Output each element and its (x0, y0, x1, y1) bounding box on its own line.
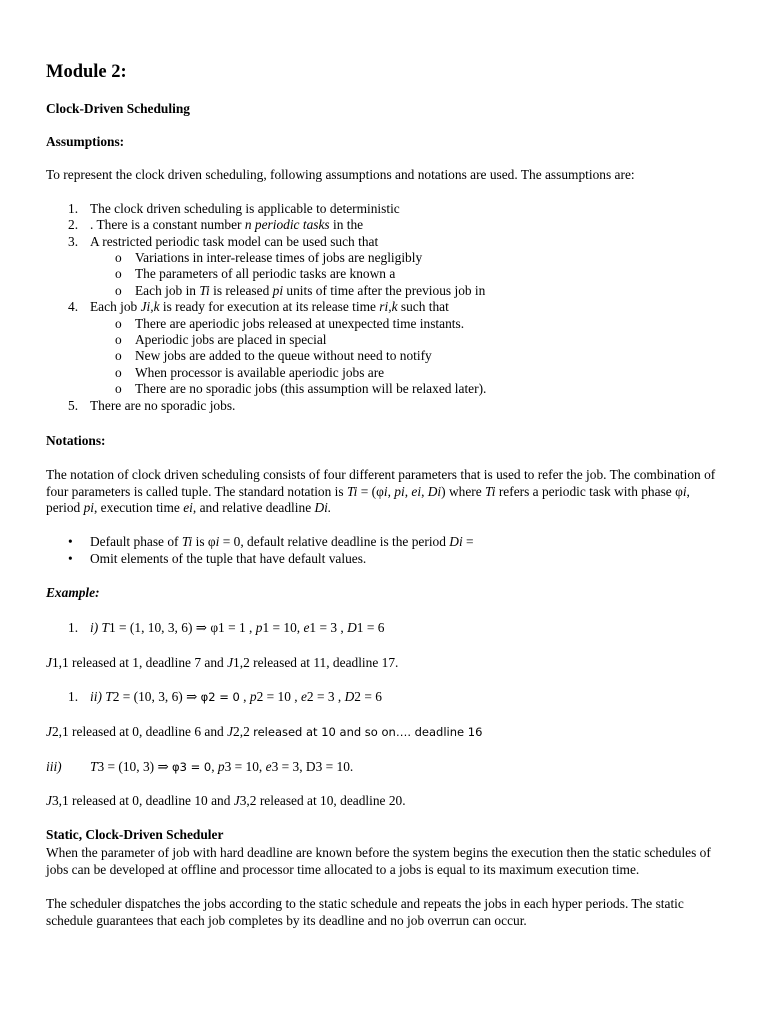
example-job-line: J1,1 released at 1, deadline 7 and J1,2 released at 11, deadline 17. (46, 655, 399, 670)
assumptions-heading: Assumptions: (46, 134, 125, 149)
document-page: Module 2: Clock-Driven Scheduling Assumptions: To represent the clock driven scheduling, following assumptions and notations are used. The assumptions are: 1. The clock driven scheduling is applicable to deterministic 2. . There is a constant number n periodic tasks in the 3. A restricted periodic task model can be used such that o Variations in inter-release times of jobs are negligibly o The parameters of all periodic tasks are known a o Each job in Ti is released pi units of time after the previous job in 4. Each job Ji,k is ready for execution at its release time ri,k such that o There are aperiodic jobs released at unexpected time instants. o Aperiodic jobs are placed in special o New jobs are added to the queue without need to notify o When processor is available aperiodic jobs are o There are no sporadic jobs (this assumption will be relaxed later). 5. There are no sporadic jobs. Notations: The notation of clock driven scheduling consists of four different parameters that is used to refer the job. The combination of four parameters is called tuple. The standard notation is Ti = (φi, pi, ei, Di) where Ti refers a periodic task with phase φi, period pi, execution time ei, and relative deadline Di. • Default phase of Ti is φi = 0, default relative deadline is the period Di = • Omit elements of the tuple that have default values. Example: 1. i) T1 = (1, 10, 3, 6) ⇒ φ1 = 1 , p1 = 10, e1 = 3 , D1 = 6 J1,1 released at 1, deadline 7 and J1,2 released at 11, deadline 17. 1. ii) T2 = (10, 3, 6) ⇒ φ2 = 0 , p2 = 10 , e2 = 3 , D2 = 6 J2,1 released at 0, deadline 6 and J2,2 released at 10 and so on…. deadline 16 iii) T3 = (10, 3) ⇒ φ3 = 0, p3 = 10, e3 = 3, D3 = 10. J3,1 released at 0, deadline 10 and J3,2 released at 10, deadline 20. Static, Clock-Driven Scheduler When the parameter of job with hard deadline are known before the system begins the execution then the static schedules of jobs can be developed at offline and processor time allocated to a jobs is equal to its maximum execution time. The scheduler dispatches the jobs according to the static schedule and repeats the jobs in each hyper periods. The static schedule guarantees that each job completes by its deadline and no job overrun can occur. (0, 0, 768, 1024)
section-heading-clock-driven: Clock-Driven Scheduling (46, 101, 190, 116)
notation-paragraph: The notation of clock driven scheduling consists of four different parameters that is used to refer the job. The combination of four parameters is called tuple. The standard notation is Ti = (φi, pi, ei, Di) where Ti refers a periodic task with phase φi, period pi, execution time ei, and relative deadline Di. (46, 467, 716, 515)
static-paragraph-2: The scheduler dispatches the jobs according to the static schedule and repeats the jobs in each hyper periods. The static schedule guarantees that each job completes by its deadline and no job overrun can occur. (46, 896, 684, 928)
example-heading: Example: (46, 585, 100, 600)
notations-heading: Notations: (46, 433, 106, 448)
example-job-line: J2,1 released at 0, deadline 6 and J2,2 released at 10 and so on…. deadline 16 (46, 724, 483, 739)
example-job-line: J3,1 released at 0, deadline 10 and J3,2 released at 10, deadline 20. (46, 793, 406, 808)
static-paragraph-1: When the parameter of job with hard deadline are known before the system begins the execution then the static schedules of jobs can be developed at offline and processor time allocated to a jobs is equal to its maximum execution time. (46, 845, 711, 877)
static-scheduler-heading: Static, Clock-Driven Scheduler (46, 827, 224, 842)
intro-paragraph: To represent the clock driven scheduling, following assumptions and notations are used. The assumptions are: (46, 167, 635, 182)
module-title: Module 2: (46, 62, 127, 82)
